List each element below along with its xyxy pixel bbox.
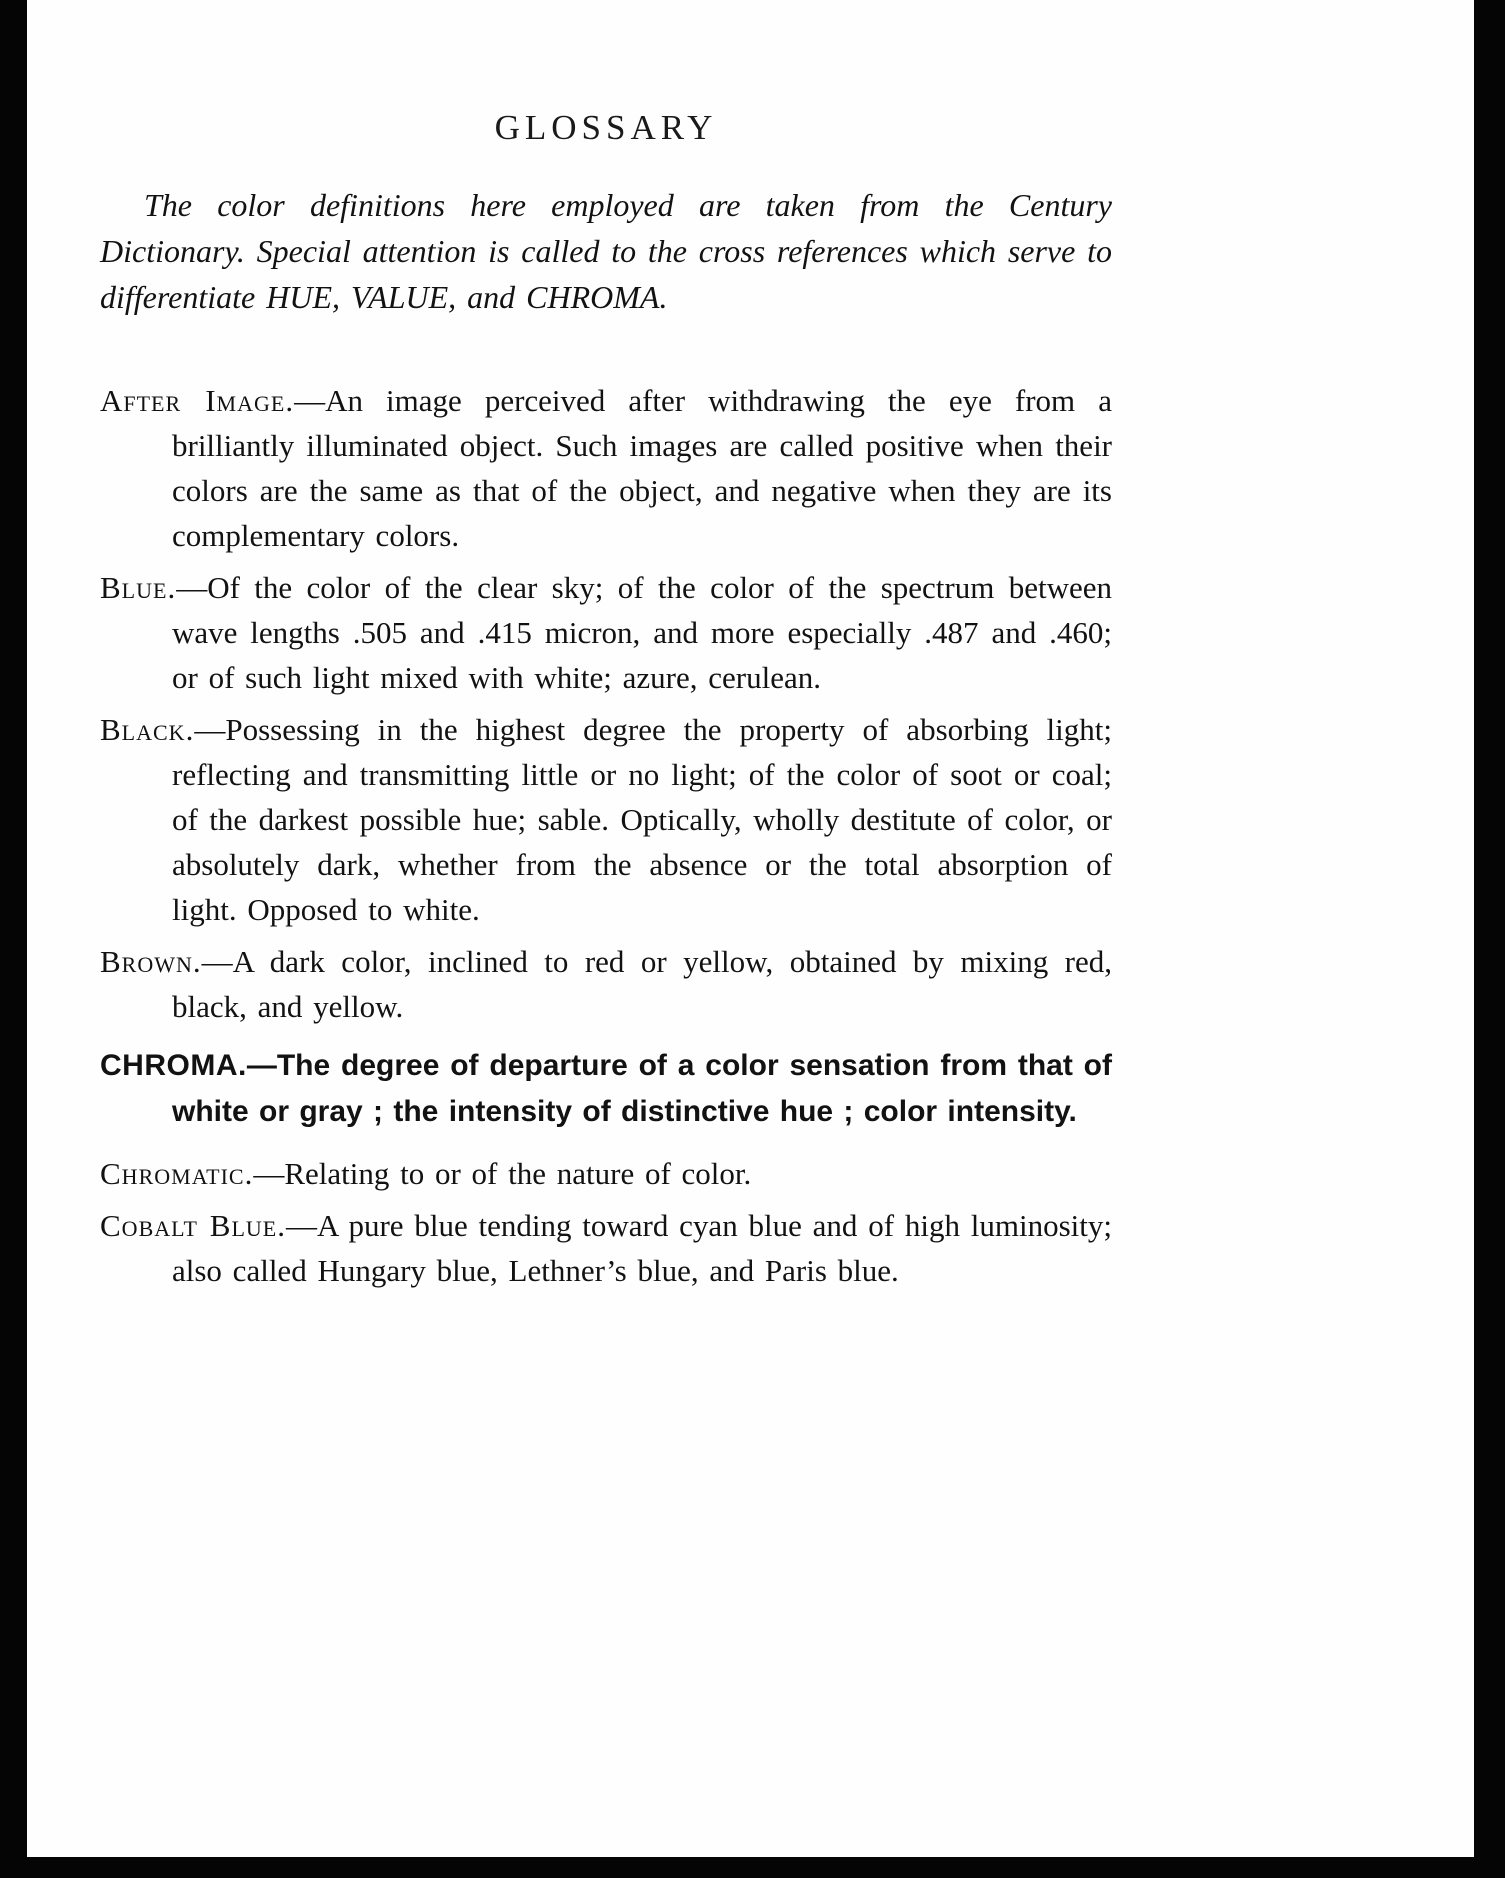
glossary-entry xyxy=(100,1151,1112,1196)
page-title: GLOSSARY xyxy=(494,108,718,147)
entry-term: After Image. xyxy=(100,383,295,418)
glossary-entry xyxy=(100,939,1112,1029)
intro-paragraph: The color definitions here employed are taken from the Century Dictionary. Special attention is called to the cross references which serve to differentiate HUE, VALUE, and CHROMA. xyxy=(100,187,1112,315)
entry-term: Cobalt Blue. xyxy=(100,1208,286,1243)
scan-edge-left xyxy=(0,0,27,1878)
glossary-entry xyxy=(100,1203,1112,1293)
glossary-entry xyxy=(100,1043,1112,1135)
glossary-entries xyxy=(100,378,1112,1293)
entry-definition: —A pure blue tending toward cyan blue and of high luminosity; also called Hungary blue, Lethner’s blue, and Paris blue. xyxy=(172,1208,1112,1288)
page-content xyxy=(100,108,1112,1300)
glossary-entry xyxy=(100,565,1112,700)
scan-edge-right xyxy=(1474,0,1505,1878)
entry-term: CHROMA. xyxy=(100,1049,247,1082)
entry-term: Blue. xyxy=(100,570,177,605)
scan-edge-bottom xyxy=(0,1857,1505,1878)
entry-definition: —Of the color of the clear sky; of the color of the spectrum between wave lengths .505 and .415 micron, and more especially .487 and .460; or of such light mixed with white; azure, cerulean. xyxy=(172,570,1112,695)
glossary-entry xyxy=(100,378,1112,558)
entry-definition: —The degree of departure of a color sensation from that of white or gray ; the intensity of distinctive hue ; color intensity. xyxy=(172,1049,1112,1128)
entry-term: Brown. xyxy=(100,944,202,979)
entry-term: Chromatic. xyxy=(100,1156,254,1191)
glossary-entry xyxy=(100,707,1112,932)
entry-definition: —Relating to or of the nature of color. xyxy=(253,1156,752,1191)
entry-term: Black. xyxy=(100,712,195,747)
entry-definition: —Possessing in the highest degree the property of absorbing light; reflecting and transmitting little or no light; of the color of soot or coal; of the darkest possible hue; sable. Optically, wholly destitute of color, or absolutely dark, whether from the absence or the total absorption of light. Opposed to white. xyxy=(172,712,1112,927)
entry-definition: —A dark color, inclined to red or yellow, obtained by mixing red, black, and yellow. xyxy=(172,944,1112,1024)
entry-definition: —An image perceived after withdrawing the eye from a brilliantly illuminated object. Such images are called positive when their colors are the same as that of the object, and negative when they are its complementary colors. xyxy=(172,383,1112,553)
